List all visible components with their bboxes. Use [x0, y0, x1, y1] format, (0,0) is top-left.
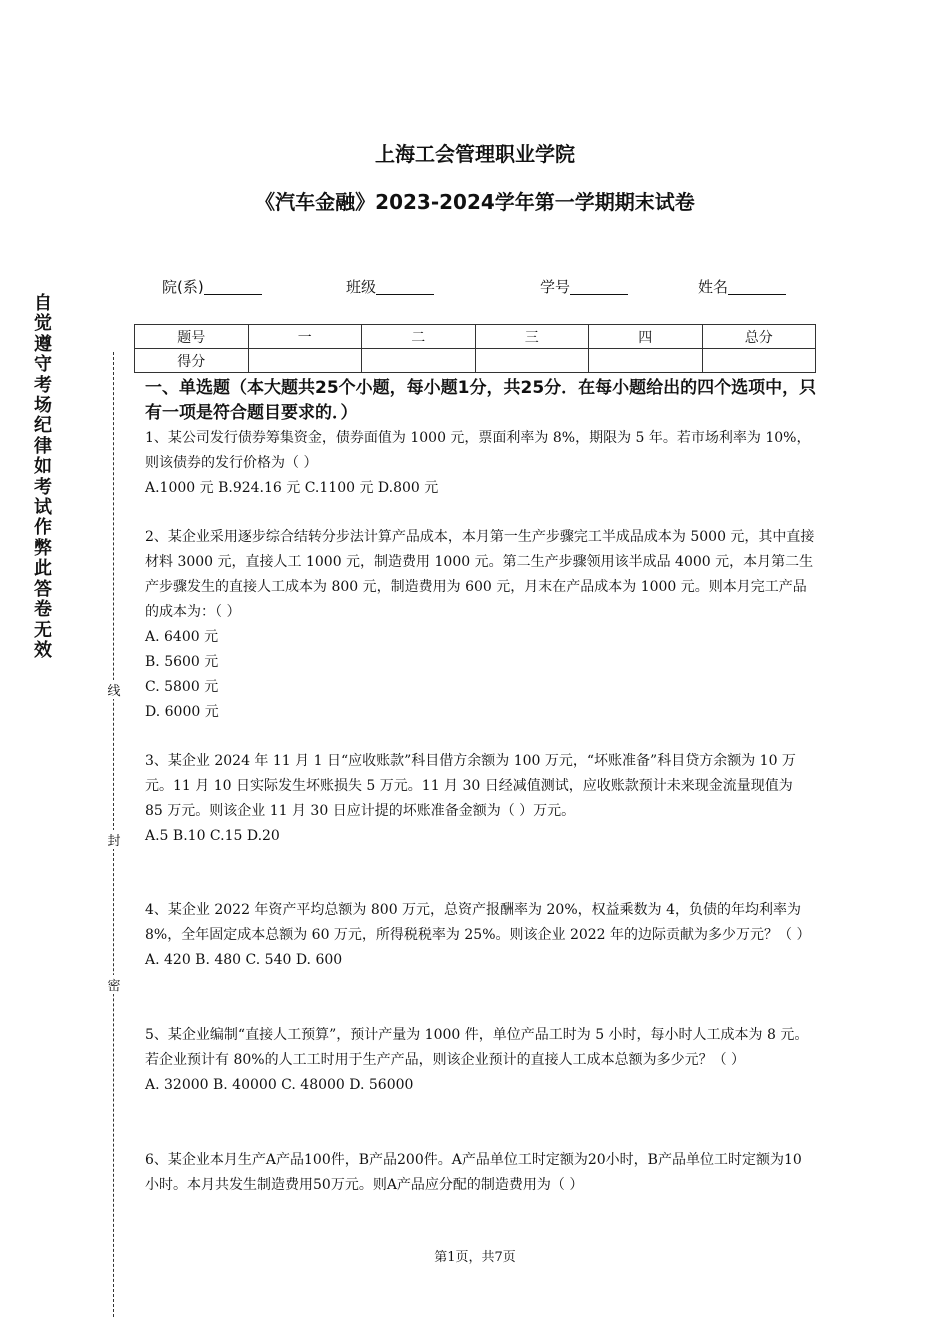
- question-options: A.5 B.10 C.15 D.20: [145, 828, 280, 844]
- score-header-cell: 二: [362, 325, 476, 349]
- question-stem: 5、某企业编制“直接人工预算”，预计产量为 1000 件，单位产品工时为 5 小时，每小时人工成本为 8 元。若企业预计有 80%的人工工时用于生产产品，则该企业预计的直接人工成本总额为多少元？（ ）: [145, 1027, 809, 1068]
- score-row-label: 得分: [135, 349, 249, 373]
- score-cell[interactable]: [248, 349, 362, 373]
- class-field: [346, 276, 434, 297]
- dept-field: [162, 276, 262, 297]
- seal-mark-secret: 密: [106, 975, 122, 994]
- name-label: 姓名: [698, 278, 729, 296]
- option-c: C. 5800 元: [145, 679, 219, 695]
- question-4: [145, 898, 815, 973]
- question-stem: 4、某企业 2022 年资产平均总额为 800 万元，总资产报酬率为 20%，权益乘数为 4，负债的年均利率为 8%，全年固定成本总额为 60 万元，所得税税率为 25%。则该企业 2022 年的边际贡献为多少万元？（ ）: [145, 902, 811, 943]
- question-options: A. 32000 B. 40000 C. 48000 D. 56000: [145, 1077, 414, 1093]
- exam-title: 《汽车金融》2023-2024学年第一学期期末试卷: [255, 190, 695, 214]
- class-blank[interactable]: [376, 278, 434, 295]
- dept-label: 院(系): [162, 278, 204, 296]
- question-3: [145, 749, 815, 849]
- section-heading: 一、单选题（本大题共25个小题，每小题1分，共25分．在每小题给出的四个选项中，只有一项是符合题目要求的．）: [145, 378, 817, 423]
- score-header-cell: 总分: [702, 325, 816, 349]
- score-cell[interactable]: [362, 349, 476, 373]
- question-5: [145, 1023, 815, 1098]
- score-header-cell: 四: [589, 325, 703, 349]
- dept-blank[interactable]: [204, 278, 262, 295]
- school-name: 上海工会管理职业学院: [375, 142, 575, 166]
- score-header-cell: 题号: [135, 325, 249, 349]
- student-no-blank[interactable]: [570, 278, 628, 295]
- exam-discipline-notice: 自觉遵守考场纪律如考试作弊此答卷无效: [34, 293, 52, 661]
- question-stem: 6、某企业本月生产A产品100件，B产品200件。A产品单位工时定额为20小时，B产品单位工时定额为10小时。本月共发生制造费用50万元。则A产品应分配的制造费用为（ ）: [145, 1152, 802, 1193]
- score-table: [134, 324, 816, 373]
- score-value-row: [135, 349, 816, 373]
- page-number: 第1页，共7页: [434, 1250, 516, 1265]
- score-cell[interactable]: [702, 349, 816, 373]
- student-no-field: [540, 276, 628, 297]
- question-options: A. 420 B. 480 C. 540 D. 600: [145, 952, 343, 968]
- question-options: A.1000 元 B.924.16 元 C.1100 元 D.800 元: [145, 480, 439, 496]
- score-header-row: [135, 325, 816, 349]
- score-header-cell: 三: [475, 325, 589, 349]
- question-stem: 2、某企业采用逐步综合结转分步法计算产品成本，本月第一生产步骤完工半成品成本为 5000 元，其中直接材料 3000 元，直接人工 1000 元，制造费用 1000 元。第二生产步骤领用该半成品 4000 元，本月第二生产步骤发生的直接人工成本为 800 元，制造费用为 600 元，月末在产品成本为 1000 元。则本月完工产品的成本为：（ ）: [145, 529, 815, 620]
- class-label: 班级: [346, 278, 377, 296]
- name-blank[interactable]: [728, 278, 786, 295]
- name-field: [698, 276, 786, 297]
- student-no-label: 学号: [540, 278, 571, 296]
- question-stem: 3、某企业 2024 年 11 月 1 日“应收账款”科目借方余额为 100 万元，“坏账准备”科目贷方余额为 10 万元。11 月 10 日实际发生坏账损失 5 万元。11 月 30 日经减值测试，应收账款预计未来现金流量现值为 85 万元。则该企业 11 月 30 日应计提的坏账准备金额为（ ）万元。: [145, 753, 796, 819]
- option-b: B. 5600 元: [145, 654, 219, 670]
- option-a: A. 6400 元: [145, 629, 219, 645]
- question-stem: 1、某公司发行债券筹集资金，债券面值为 1000 元，票面利率为 8%，期限为 5 年。若市场利率为 10%，则该债券的发行价格为（ ）: [145, 430, 811, 471]
- option-d: D. 6000 元: [145, 704, 219, 720]
- seal-mark-seal: 封: [106, 830, 122, 849]
- score-cell[interactable]: [475, 349, 589, 373]
- score-cell[interactable]: [589, 349, 703, 373]
- question-1: [145, 426, 815, 501]
- question-2: [145, 525, 815, 725]
- seal-mark-line: 线: [106, 680, 122, 699]
- question-6: [145, 1148, 815, 1198]
- score-header-cell: 一: [248, 325, 362, 349]
